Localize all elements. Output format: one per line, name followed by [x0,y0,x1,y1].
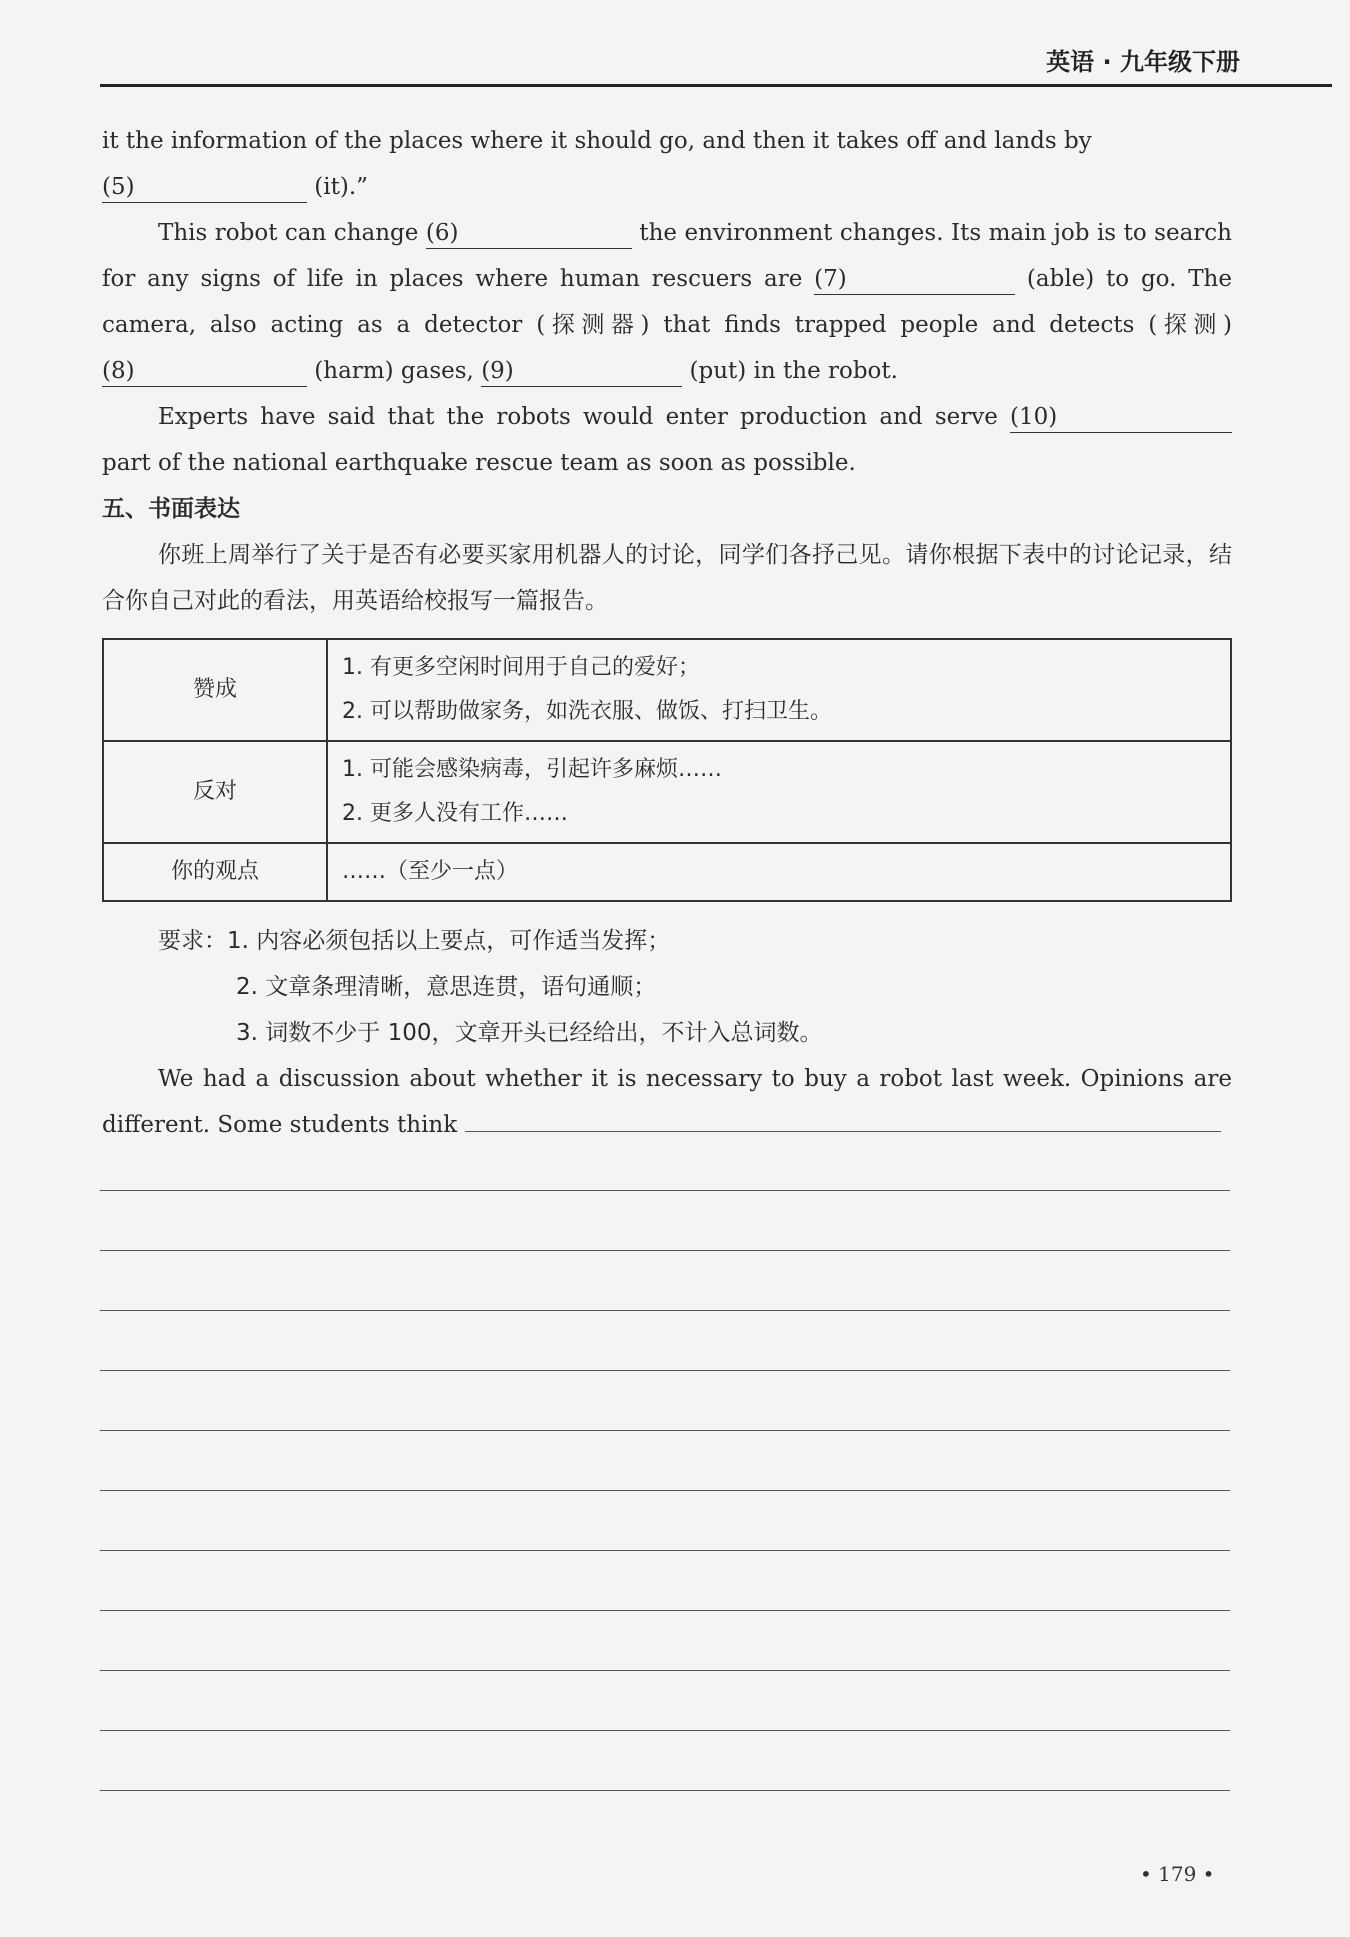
requirements [102,918,1232,1056]
passage-paragraph-2 [102,210,1232,394]
page-header: 英语 · 九年级下册 [1046,48,1240,76]
requirements-lead: 要求： [158,928,227,954]
page-number: • 179 • [1140,1862,1215,1886]
answer-blank-6[interactable] [426,218,632,249]
p2-text-b: the environment changes. Its main job is to search for any signs of life in places where human rescuers are [102,220,1232,292]
p3-text-b: part of the national earthquake rescue team as soon as possible. [102,450,856,476]
answer-blank-8[interactable] [102,356,307,387]
section-intro: 你班上周举行了关于是否有必要买家用机器人的讨论，同学们各抒己见。请你根据下表中的讨论记录，结合你自己对此的看法，用英语给校报写一篇报告。 [102,542,1232,614]
row-items-opinion [327,843,1231,901]
table-row [103,639,1231,741]
discussion-table [102,638,1232,902]
writing-line-first[interactable] [465,1105,1221,1132]
requirement-3: 3. 词数不少于 100，文章开头已经给出，不计入总词数。 [236,1020,823,1046]
list-item: 2. 可以帮助做家务，如洗衣服、做饭、打扫卫生。 [342,699,832,724]
writing-area[interactable] [100,1190,1230,1850]
writing-line[interactable] [100,1490,1230,1491]
requirement-1-text: 1. 内容必须包括以上要点，可作适当发挥； [227,928,671,954]
table-row [103,843,1231,901]
passage-paragraph-3 [102,394,1232,486]
writing-line[interactable] [100,1250,1230,1251]
writing-line[interactable] [100,1370,1230,1371]
essay-starter [102,1056,1232,1148]
blank-5-label: (5) [102,174,135,200]
row-label-pro: 赞成 [103,639,327,741]
writing-line[interactable] [100,1190,1230,1191]
main-content [102,118,1232,1148]
list-item: ……（至少一点） [342,859,519,884]
blank-6-label: (6) [425,220,459,246]
blank-9-label: (9) [481,358,514,384]
writing-line[interactable] [100,1310,1230,1311]
passage-line-1: it the information of the places where it should go, and then it takes off and lands by [102,128,1092,154]
writing-line[interactable] [100,1430,1230,1431]
p2-text-e: (put) in the robot. [682,358,898,384]
writing-line[interactable] [100,1610,1230,1611]
answer-blank-10[interactable] [1010,402,1232,433]
blank-7-label: (7) [814,266,847,292]
blank-8-label: (8) [102,358,135,384]
section-title: 五、书面表达 [102,496,240,522]
writing-line[interactable] [100,1550,1230,1551]
row-items-con [327,741,1231,843]
p2-text-c: (able) to go. The camera, also acting as a detector (探测器) that finds trapped people and detects (探测) [102,266,1232,338]
row-label-opinion: 你的观点 [103,843,327,901]
writing-line[interactable] [100,1730,1230,1731]
p3-text-a: Experts have said that the robots would enter production and serve [158,404,1010,430]
answer-blank-7[interactable] [814,264,1015,295]
p2-text-d: (harm) gases, [307,358,482,384]
table-row [103,741,1231,843]
writing-line[interactable] [100,1790,1230,1791]
blank-10-label: (10) [1010,404,1058,430]
essay-starter-text: We had a discussion about whether it is necessary to buy a robot last week. Opinions are different. Some students think [102,1066,1232,1138]
requirement-1 [158,918,1232,964]
answer-blank-9[interactable] [481,356,682,387]
header-rule [100,84,1332,87]
blank-5-suffix: (it).” [307,174,368,200]
requirement-2: 2. 文章条理清晰，意思连贯，语句通顺； [236,974,657,1000]
row-label-con: 反对 [103,741,327,843]
row-items-pro [327,639,1231,741]
list-item: 1. 可能会感染病毒，引起许多麻烦…… [342,757,722,782]
list-item: 1. 有更多空闲时间用于自己的爱好； [342,655,700,680]
list-item: 2. 更多人没有工作…… [342,801,568,826]
p2-text-a: This robot can change [158,220,426,246]
passage-paragraph-1 [102,118,1232,210]
writing-line[interactable] [100,1670,1230,1671]
answer-blank-5[interactable] [102,172,307,203]
